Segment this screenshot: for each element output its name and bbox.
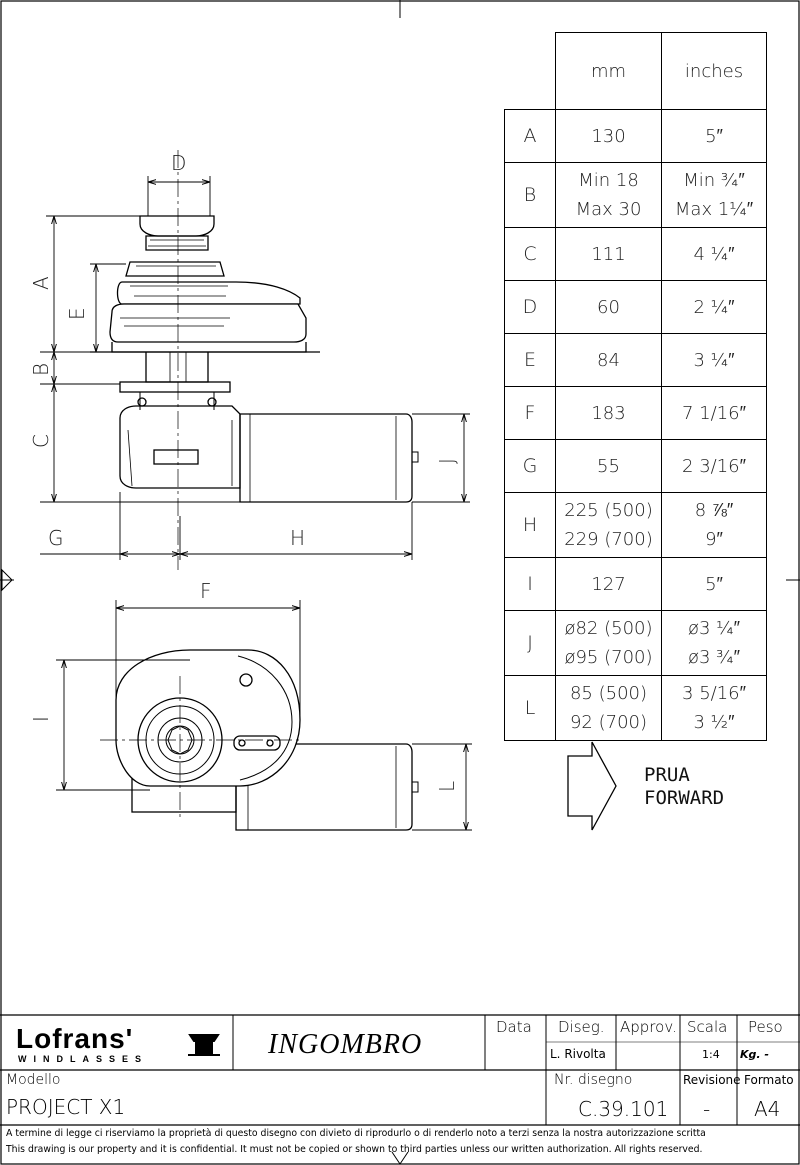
table-cell-mm <box>556 110 662 163</box>
table-row <box>505 387 767 440</box>
approv-label: Approv. <box>620 1018 677 1036</box>
table-row-label: H <box>505 493 556 558</box>
brand-subtitle: WINDLASSES <box>18 1054 149 1064</box>
table-cell-inches <box>662 281 767 334</box>
table-row <box>505 611 767 676</box>
dim-label-h: H <box>290 526 306 550</box>
inch-value: 8 ⅞″ <box>694 500 734 521</box>
mm-value: ø95 (700) <box>564 647 653 668</box>
table-header-inches: inches <box>662 33 767 110</box>
table-cell-inches <box>662 163 767 228</box>
mm-value: Min 18 <box>578 170 639 191</box>
nr-disegno-label: Nr. disegno <box>554 1072 633 1088</box>
table-cell-inches <box>662 558 767 611</box>
inch-value: 5″ <box>705 125 723 147</box>
table-cell-mm <box>556 334 662 387</box>
mm-value: 60 <box>597 296 620 318</box>
table-row <box>505 558 767 611</box>
table-row-label: B <box>505 163 556 228</box>
table-row <box>505 676 767 741</box>
inch-value: 9″ <box>705 529 723 550</box>
inch-value: Max 1¼″ <box>674 199 754 220</box>
inch-value: 2 3/16″ <box>682 455 746 477</box>
table-cell-inches <box>662 611 767 676</box>
forward-arrow-icon <box>568 742 616 830</box>
data-label: Data <box>496 1018 532 1036</box>
table-cell-mm <box>556 163 662 228</box>
brand-logo <box>16 1023 228 1067</box>
table-row <box>505 281 767 334</box>
windlass-icon <box>186 1029 222 1059</box>
inch-value: 5″ <box>705 573 723 595</box>
table-row-label: J <box>505 611 556 676</box>
inch-value: 3 5/16″ <box>682 683 746 704</box>
table-cell-mm <box>556 440 662 493</box>
inch-value: 3 ¼″ <box>693 349 735 371</box>
legal-notice-italian: A termine di legge ci riserviamo la proprietà di questo disegno con divieto di riprodurlo o di renderlo noto a terzi senza la nostra autorizzazione scritta <box>6 1128 706 1139</box>
table-cell-inches <box>662 676 767 741</box>
table-cell-mm <box>556 611 662 676</box>
forward-label-prua: PRUA <box>644 764 690 786</box>
dimensions-table <box>504 32 767 741</box>
table-cell-inches <box>662 228 767 281</box>
mm-value: 55 <box>597 455 620 477</box>
dim-label-j-side: J <box>435 458 459 464</box>
table-row <box>505 163 767 228</box>
table-cell-mm <box>556 558 662 611</box>
modello-label: Modello <box>6 1072 61 1088</box>
dim-label-c: C <box>29 434 53 448</box>
mm-value: 229 (700) <box>564 529 653 550</box>
table-row <box>505 334 767 387</box>
inch-value: 3 ½″ <box>693 712 735 733</box>
table-cell-mm <box>556 676 662 741</box>
table-header-row <box>505 33 767 110</box>
table-cell-mm <box>556 493 662 558</box>
revisione-label: Revisione <box>683 1073 741 1087</box>
table-cell-mm <box>556 281 662 334</box>
table-row-label: G <box>505 440 556 493</box>
mm-value: Max 30 <box>575 199 642 220</box>
table-row-label: E <box>505 334 556 387</box>
mm-value: 111 <box>591 243 626 265</box>
table-row-label: A <box>505 110 556 163</box>
dim-label-e: E <box>65 307 89 320</box>
forward-label-forward: FORWARD <box>644 787 725 809</box>
table-header-mm: mm <box>556 33 662 110</box>
drawing-title: INGOMBRO <box>268 1029 423 1060</box>
table-cell-inches <box>662 387 767 440</box>
formato-label: Formato <box>744 1073 794 1087</box>
modello-value: PROJECT X1 <box>6 1095 126 1119</box>
dim-label-f: F <box>200 579 212 603</box>
dim-label-l: L <box>435 780 459 792</box>
scala-value: 1:4 <box>702 1048 720 1061</box>
forward-label <box>644 764 724 810</box>
table-row-label: C <box>505 228 556 281</box>
mm-value: 84 <box>597 349 620 371</box>
dim-label-g: G <box>48 526 64 550</box>
mm-value: 127 <box>591 573 626 595</box>
table-cell-inches <box>662 334 767 387</box>
mm-value: 130 <box>591 125 626 147</box>
inch-value: Min ¾″ <box>683 170 745 191</box>
table-row <box>505 440 767 493</box>
title-block <box>0 1015 800 1165</box>
table-row <box>505 493 767 558</box>
inch-value: 2 ¼″ <box>693 296 735 318</box>
table-cell-mm <box>556 387 662 440</box>
inch-value: 7 1/16″ <box>682 402 746 424</box>
table-row-label: I <box>505 558 556 611</box>
table-row <box>505 228 767 281</box>
peso-value: Kg. - <box>740 1048 769 1061</box>
dim-label-i: I <box>29 716 53 722</box>
formato-value: A4 <box>754 1097 781 1121</box>
peso-label: Peso <box>748 1018 783 1036</box>
dim-label-d: D <box>171 151 187 175</box>
mm-value: 225 (500) <box>564 500 653 521</box>
side-view <box>90 216 418 502</box>
inch-value: ø3 ¾″ <box>687 647 740 668</box>
mm-value: 92 (700) <box>569 712 648 733</box>
table-row <box>505 110 767 163</box>
revisione-value: - <box>703 1097 711 1121</box>
table-cell-inches <box>662 493 767 558</box>
table-cell-inches <box>662 110 767 163</box>
scala-label: Scala <box>687 1018 728 1036</box>
table-row-label: D <box>505 281 556 334</box>
mm-value: 85 (500) <box>569 683 648 704</box>
table-cell-inches <box>662 440 767 493</box>
dim-label-a: A <box>29 276 53 290</box>
nr-disegno-value: C.39.101 <box>578 1097 669 1121</box>
table-cell-mm <box>556 228 662 281</box>
dim-label-b: B <box>29 362 53 376</box>
legal-notice-english: This drawing is our property and it is confidential. It must not be copied or shown to third parties unless our written authorization. All rights reserved. <box>6 1144 703 1155</box>
table-row-label: F <box>505 387 556 440</box>
inch-value: ø3 ¼″ <box>687 618 740 639</box>
inch-value: 4 ¼″ <box>693 243 735 265</box>
table-row-label: L <box>505 676 556 741</box>
diseg-value: L. Rivolta <box>550 1047 606 1061</box>
mm-value: ø82 (500) <box>564 618 653 639</box>
diseg-label: Diseg. <box>558 1018 605 1036</box>
table-header-empty <box>505 33 556 110</box>
mm-value: 183 <box>591 402 626 424</box>
brand-name: Lofrans' <box>16 1023 134 1054</box>
